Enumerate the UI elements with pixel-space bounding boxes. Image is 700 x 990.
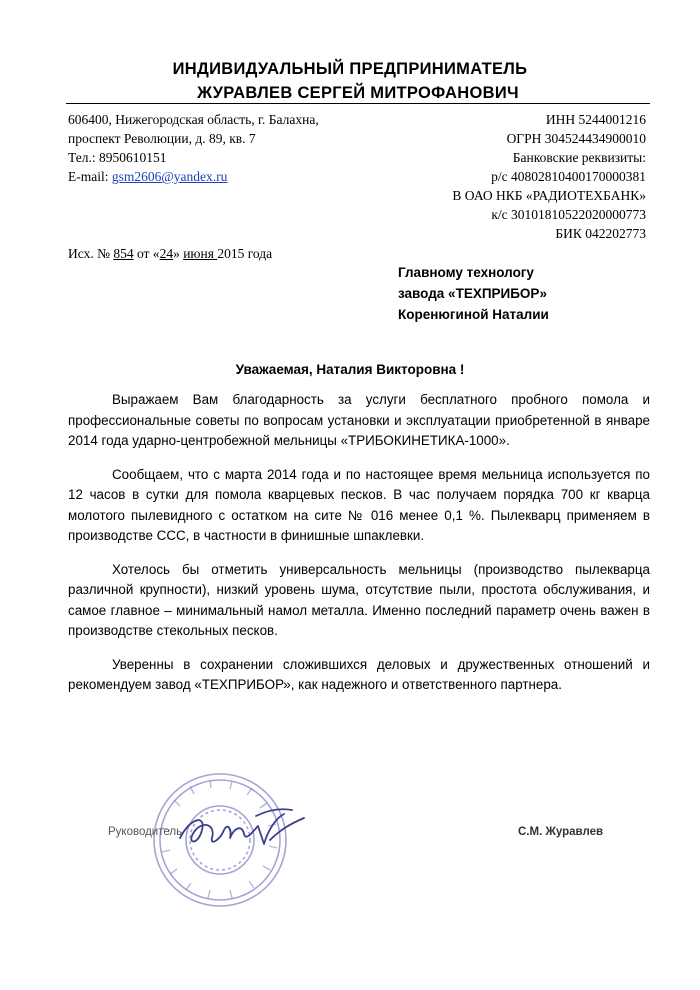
outgoing-year: 2015 года (217, 246, 273, 261)
greeting: Уважаемая, Наталия Викторовна ! (235, 362, 465, 377)
email-link[interactable]: gsm2606@yandex.ru (111, 169, 228, 184)
ogrn: ОГРН 304524434900010 (506, 131, 646, 146)
addressee-company: завода «ТЕХПРИБОР» (398, 286, 547, 301)
letterhead-name: ЖУРАВЛЕВ СЕРГЕЙ МИТРОФАНОВИЧ (197, 84, 519, 102)
corr-account: к/с 30101810522020000773 (491, 207, 646, 222)
inn: ИНН 5244001216 (545, 112, 646, 127)
paragraph: Хотелось бы отметить универсальность мельницы (производство пылекварца различной крупности), низкий уровень шума, отсутствие пыли, простота обслуживания, и самое главное – минимальный намол металла. Именно последний параметр очень важен в производстве стекольных песков. (68, 561, 650, 638)
outgoing-prefix: Исх. № (68, 246, 114, 261)
outgoing-quote: » (173, 246, 184, 261)
bank-title: Банковские реквизиты: (512, 150, 646, 165)
address-line-1: 606400, Нижегородская область, г. Балахна, (68, 112, 319, 127)
position-label: Руководитель (108, 826, 183, 838)
paragraph: Выражаем Вам благодарность за услуги бесплатного пробного помола и профессиональные советы по вопросам установки и эксплуатации приобретенной в январе 2014 года ударно-центробежной мельницы «ТРИБОКИНЕТИКА-1000». (68, 392, 650, 448)
account: р/с 40802810400170000381 (491, 169, 646, 184)
outgoing-day: 24 (159, 246, 174, 261)
letterhead-title: ИНДИВИДУАЛЬНЫЙ ПРЕДПРИНИМАТЕЛЬ (172, 60, 528, 78)
paragraph: Уверенны в сохранении сложившихся деловых и дружественных отношений и рекомендуем завод «ТЕХПРИБОР», как надежного и ответственного партнера. (68, 656, 650, 692)
bank-name: В ОАО НКБ «РАДИОТЕХБАНК» (452, 188, 646, 203)
addressee-position: Главному технологу (398, 265, 534, 280)
signature-icon (172, 800, 322, 860)
bik: БИК 042202773 (555, 226, 646, 241)
paragraph: Сообщаем, что с марта 2014 года и по настоящее время мельница используется по 12 часов в сутки для помола кварцевых песков. В час получаем порядка 700 кг кварца молотого пылевидного с остатком на сите № 016 менее 0,1 %. Пылекварц применяем в производстве ССС, в частности в финишные шпаклевки. (68, 466, 650, 543)
outgoing-number (68, 244, 272, 263)
outgoing-number-value: 854 (113, 246, 134, 261)
address-line-2: проспект Революции, д. 89, кв. 7 (68, 131, 256, 146)
phone: Тел.: 8950610151 (68, 150, 167, 165)
addressee-block (398, 262, 549, 325)
letter-body (68, 390, 650, 709)
outgoing-month: июня (183, 246, 218, 261)
addressee-name: Коренюгиной Наталии (398, 307, 549, 322)
letterhead-divider (66, 103, 650, 104)
requisites-block (346, 110, 646, 243)
outgoing-from: от « (133, 246, 160, 261)
email-label: E-mail: (68, 169, 112, 184)
signer-name: С.М. Журавлев (518, 826, 604, 838)
